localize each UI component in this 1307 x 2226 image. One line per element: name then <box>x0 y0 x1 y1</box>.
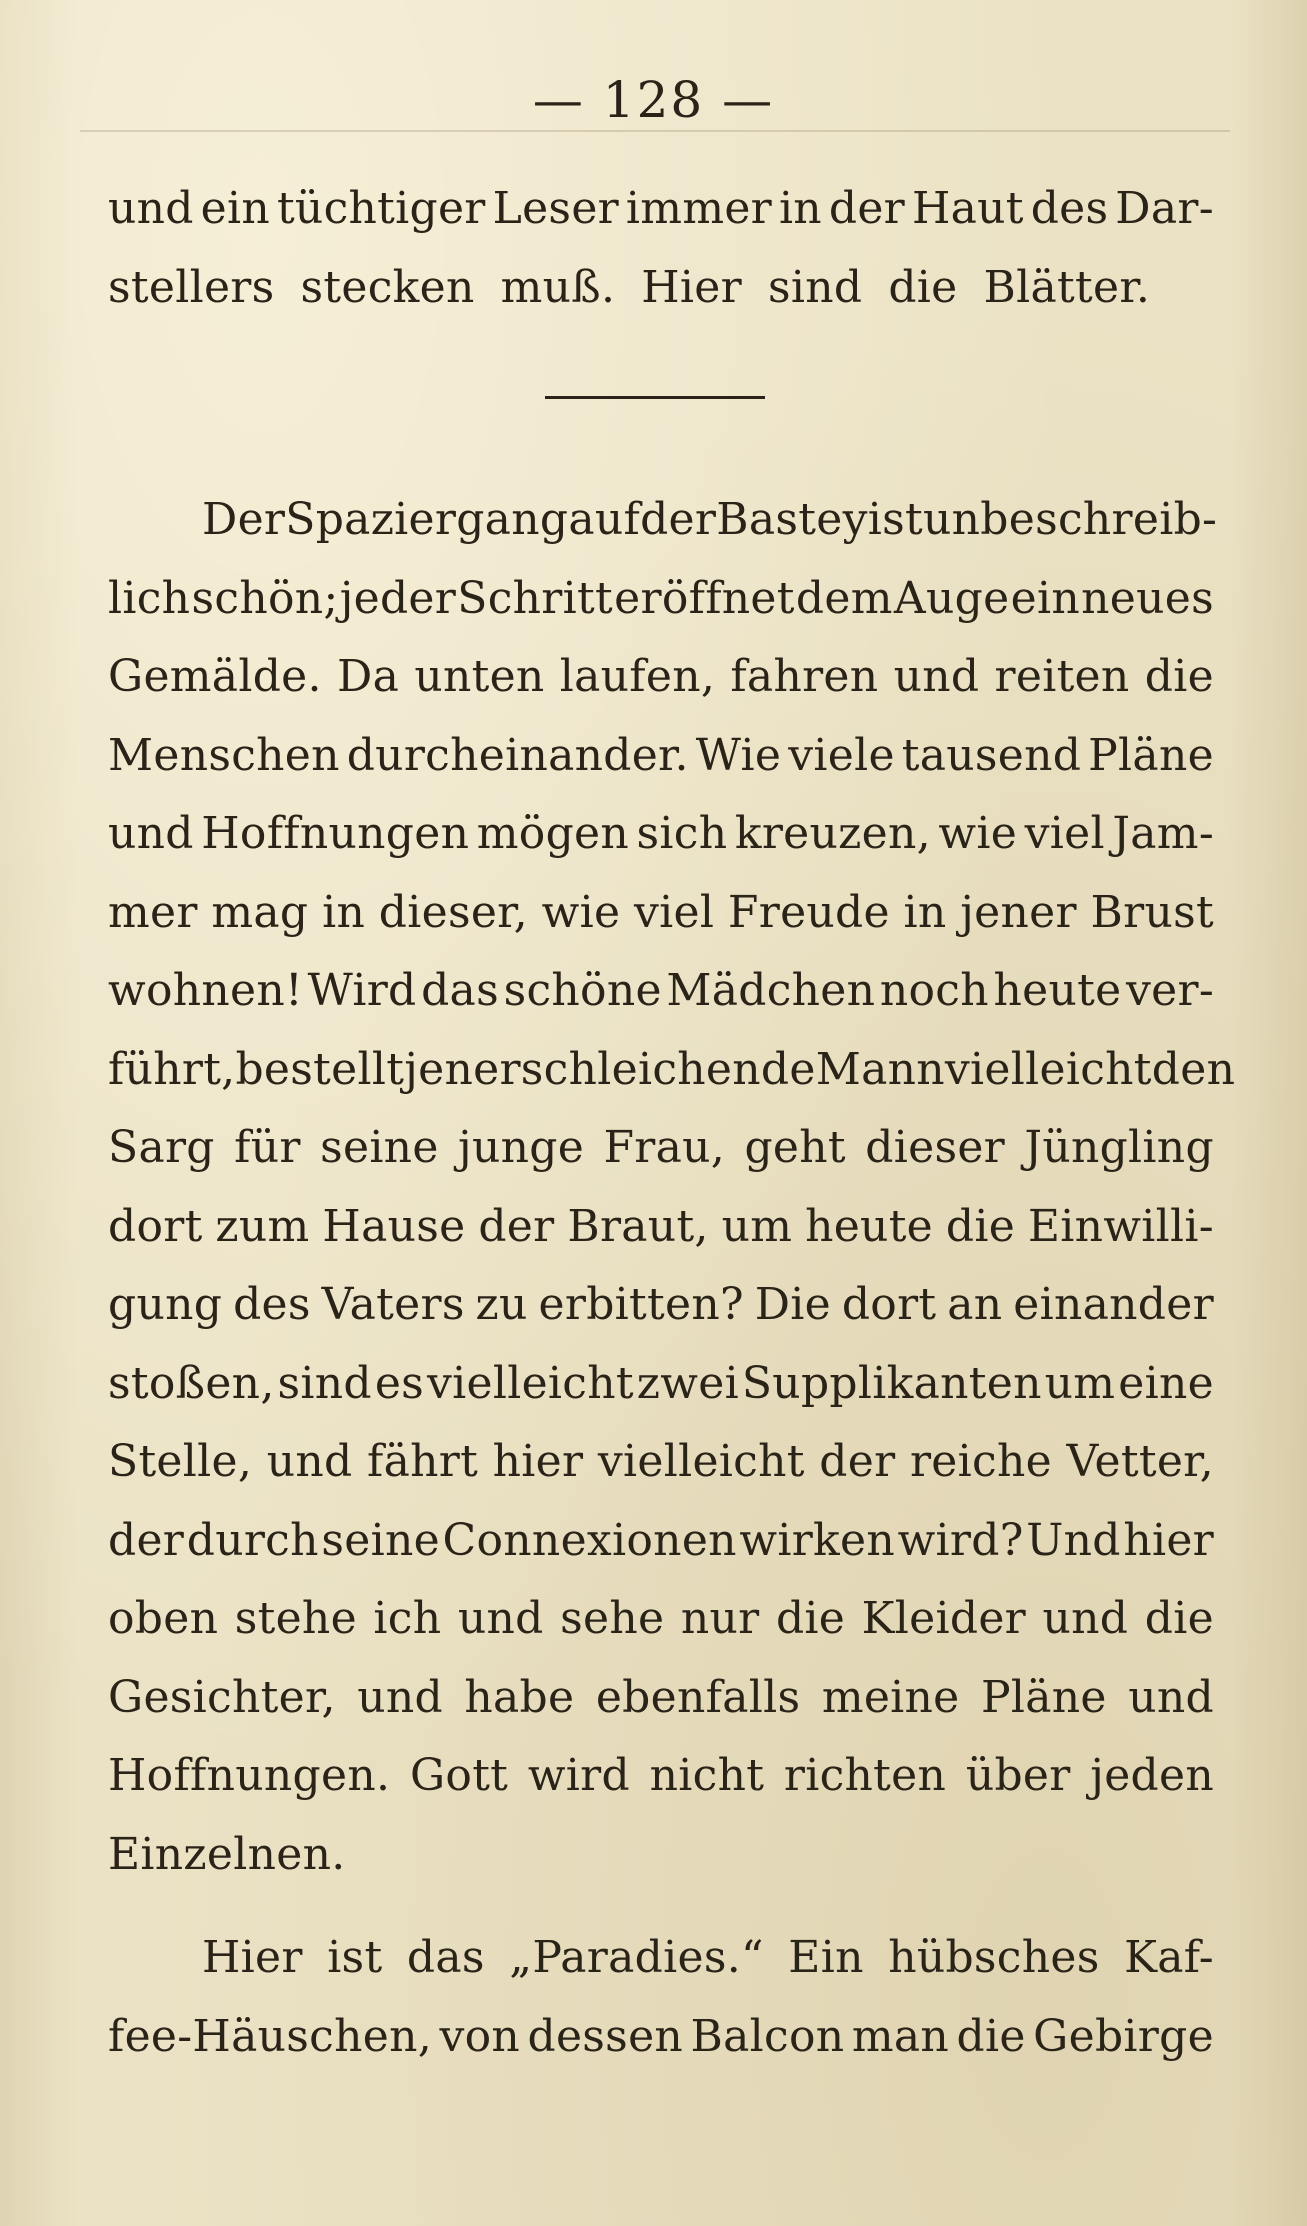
word: sich <box>636 808 728 859</box>
word: Brust <box>1090 886 1214 938</box>
word: der <box>819 1436 896 1487</box>
word: Frau, <box>603 1122 726 1173</box>
word: Hoffnungen. <box>108 1750 391 1801</box>
word: die <box>1144 1593 1214 1644</box>
word: Da <box>337 651 400 702</box>
word: Pläne <box>1088 729 1214 781</box>
word: jeder <box>339 572 457 624</box>
word: durcheinander. <box>346 729 689 781</box>
word: Wie <box>695 729 782 781</box>
word: und <box>108 183 194 234</box>
word: reiten <box>994 651 1130 702</box>
word: man <box>851 2010 950 2062</box>
word: Sarg <box>108 1122 215 1173</box>
word: Mädchen <box>666 965 876 1016</box>
word: Vetter, <box>1066 1436 1214 1487</box>
word: Supplikanten <box>741 1357 1042 1409</box>
text-line <box>108 1031 1236 1110</box>
text-line <box>108 1188 1214 1267</box>
word: richten <box>783 1750 947 1801</box>
text-line <box>108 1919 1214 1998</box>
word: mag <box>211 886 309 938</box>
word: der <box>108 1514 185 1566</box>
word: an <box>947 1279 1003 1330</box>
word: neues <box>1081 572 1214 624</box>
header-divider <box>80 130 1230 132</box>
word: tausend <box>901 729 1082 781</box>
word: jeden <box>1090 1750 1214 1801</box>
word: Kaf- <box>1124 1932 1214 1983</box>
word: immer <box>625 183 773 234</box>
word: zum <box>215 1200 310 1252</box>
text-line <box>108 795 1214 874</box>
paragraph-2 <box>108 481 1236 1894</box>
word: um <box>721 1200 793 1252</box>
word: den <box>1151 1043 1236 1095</box>
word: Hier <box>641 261 742 313</box>
text-line <box>108 717 1214 796</box>
word: die <box>956 2010 1026 2062</box>
word: Schritt <box>457 572 613 624</box>
word: sind <box>277 1357 372 1409</box>
word: mögen <box>476 808 630 859</box>
word: wird? <box>897 1514 1024 1566</box>
word: des <box>233 1279 311 1330</box>
word: das <box>421 965 499 1016</box>
word: erbitten? <box>538 1279 744 1330</box>
word: unbeschreib- <box>923 494 1218 545</box>
word: oben <box>108 1593 219 1644</box>
word: eröffnet <box>614 572 795 624</box>
word: Ein <box>788 1932 864 1983</box>
word: dieser, <box>378 886 528 938</box>
word: Und <box>1026 1514 1121 1566</box>
word: und <box>457 1593 544 1644</box>
word: Einzelnen. <box>108 1828 346 1880</box>
text-line <box>108 874 1214 953</box>
word: und <box>1042 1593 1129 1644</box>
word: ebenfalls <box>595 1671 801 1723</box>
word: fährt <box>366 1436 479 1487</box>
word: dessen <box>527 2010 684 2062</box>
text-line <box>108 1502 1214 1581</box>
word: Freude <box>727 886 890 938</box>
word: und <box>893 651 980 702</box>
word: dort <box>108 1200 203 1252</box>
word: vielleicht <box>944 1043 1152 1095</box>
word: schöne <box>503 965 662 1016</box>
word: tüchtiger <box>276 183 486 234</box>
text-line <box>108 1266 1214 1345</box>
word: heute <box>993 965 1122 1016</box>
section-divider <box>545 396 765 399</box>
paragraph-1 <box>108 170 1214 327</box>
word: Einwilli- <box>1027 1200 1214 1252</box>
word: ein <box>1010 572 1080 624</box>
word: wirken <box>739 1514 895 1566</box>
text-line <box>108 952 1214 1031</box>
word: Vaters <box>321 1279 465 1330</box>
word: geht <box>744 1122 846 1173</box>
word: es <box>374 1357 425 1409</box>
word: viel <box>633 886 715 938</box>
word: der <box>640 494 717 545</box>
text-line <box>108 170 1214 249</box>
word: Spaziergang <box>285 494 569 545</box>
word: Hause <box>322 1200 466 1252</box>
word: Connexionen <box>442 1514 737 1566</box>
word: wird <box>527 1750 630 1801</box>
word: ist <box>327 1932 383 1983</box>
word: sind <box>767 261 863 313</box>
word: Braut, <box>567 1200 709 1252</box>
word: unten <box>414 651 545 702</box>
word: der <box>478 1200 555 1252</box>
text-line <box>108 638 1214 717</box>
word: der <box>828 183 906 234</box>
word: viel <box>1024 808 1105 859</box>
text-line <box>108 1737 1214 1816</box>
word: dieser <box>865 1122 1005 1173</box>
word: und <box>108 808 194 859</box>
text-line <box>108 1998 1214 2077</box>
word: dem <box>795 572 893 624</box>
word: Bastey <box>716 494 868 545</box>
word: vielleicht <box>426 1357 634 1409</box>
word: schön; <box>191 572 339 624</box>
word: die <box>945 1200 1016 1252</box>
text-line <box>108 1659 1214 1738</box>
word: die <box>888 261 958 313</box>
text-line <box>108 249 1214 328</box>
word: reiche <box>909 1436 1052 1487</box>
word: von <box>439 2010 521 2062</box>
text-line <box>108 560 1214 639</box>
word: jener <box>960 886 1077 938</box>
word: und <box>1128 1671 1214 1723</box>
word: nur <box>680 1593 760 1644</box>
word: ein <box>200 183 271 234</box>
word: heute <box>805 1200 934 1252</box>
word: ver- <box>1125 965 1214 1016</box>
word: Dar- <box>1115 183 1214 234</box>
text-line <box>108 1345 1214 1424</box>
word: meine <box>821 1671 960 1723</box>
word: Mann <box>815 1043 945 1095</box>
word: stecken <box>300 261 475 313</box>
word: zwei <box>636 1357 739 1409</box>
word: Gebirge <box>1033 2010 1214 2062</box>
word: schleichende <box>520 1043 816 1095</box>
word: dort <box>841 1279 937 1330</box>
word: seine <box>321 1514 440 1566</box>
word: wie <box>938 808 1018 859</box>
word: in <box>778 183 822 234</box>
word: viele <box>788 729 895 781</box>
paragraph-3 <box>108 1919 1214 2076</box>
word: Gemälde. <box>108 651 322 702</box>
text-line <box>108 1423 1214 1502</box>
word: Kleider <box>861 1593 1027 1644</box>
word: jener <box>404 1043 521 1095</box>
word: hier <box>492 1436 584 1487</box>
word: vielleicht <box>597 1436 805 1487</box>
word: die <box>775 1593 846 1644</box>
word: sehe <box>560 1593 665 1644</box>
word: fee-Häuschen, <box>108 2010 432 2062</box>
word: noch <box>879 965 989 1016</box>
word: durch <box>186 1514 319 1566</box>
word: fahren <box>730 651 879 702</box>
word: kreuzen, <box>734 808 931 859</box>
word: Balcon <box>690 2010 845 2062</box>
word: für <box>234 1122 301 1173</box>
word: lich <box>108 572 191 624</box>
word: Hoffnungen <box>201 808 470 859</box>
word: Leser <box>492 183 619 234</box>
word: mer <box>108 886 198 938</box>
word: das <box>406 1932 485 1983</box>
word: stehe <box>234 1593 357 1644</box>
word: Pläne <box>980 1671 1107 1723</box>
word: seine <box>320 1122 439 1173</box>
word: Stelle, <box>108 1436 253 1487</box>
text-line <box>108 1816 1214 1895</box>
word: in <box>903 886 947 938</box>
word: wohnen! <box>108 965 303 1016</box>
word: Wird <box>307 965 417 1016</box>
word: in <box>322 886 366 938</box>
word: führt, <box>108 1043 236 1095</box>
word: des <box>1030 183 1109 234</box>
word: um <box>1044 1357 1116 1409</box>
word: nicht <box>649 1750 765 1801</box>
word: muß. <box>500 261 616 313</box>
word: stellers <box>108 261 275 313</box>
word: und <box>357 1671 443 1723</box>
word: über <box>965 1750 1071 1801</box>
text-line <box>108 1580 1214 1659</box>
word: auf <box>568 494 641 545</box>
word: laufen, <box>559 651 716 702</box>
word: Gott <box>409 1750 509 1801</box>
page-number: — 128 — <box>532 71 775 129</box>
word: junge <box>458 1122 585 1173</box>
word: zu <box>475 1279 528 1330</box>
word: Die <box>754 1279 831 1330</box>
word: die <box>1144 651 1214 702</box>
word: hübsches <box>888 1932 1100 1983</box>
word: Jüngling <box>1024 1122 1214 1173</box>
word: Hier <box>202 1932 303 1983</box>
word: und <box>266 1436 353 1487</box>
word: „Paradies.“ <box>509 1932 764 1983</box>
word: Blätter. <box>983 261 1151 313</box>
word: Gesichter, <box>108 1671 336 1723</box>
word: Der <box>202 494 286 545</box>
text-line <box>108 481 1218 560</box>
word: Haut <box>911 183 1024 234</box>
word: Jam- <box>1112 808 1214 859</box>
word: ich <box>373 1593 442 1644</box>
word: Auge <box>893 572 1010 624</box>
word: eine <box>1118 1357 1214 1409</box>
word: hier <box>1123 1514 1214 1566</box>
word: gung <box>108 1279 223 1330</box>
word: Menschen <box>108 729 340 781</box>
word: wie <box>541 886 621 938</box>
text-line <box>108 1109 1214 1188</box>
word: einander <box>1013 1279 1214 1330</box>
word: habe <box>464 1671 575 1723</box>
word: ist <box>867 494 923 545</box>
word: bestellt <box>235 1043 405 1095</box>
word: stoßen, <box>108 1357 275 1409</box>
